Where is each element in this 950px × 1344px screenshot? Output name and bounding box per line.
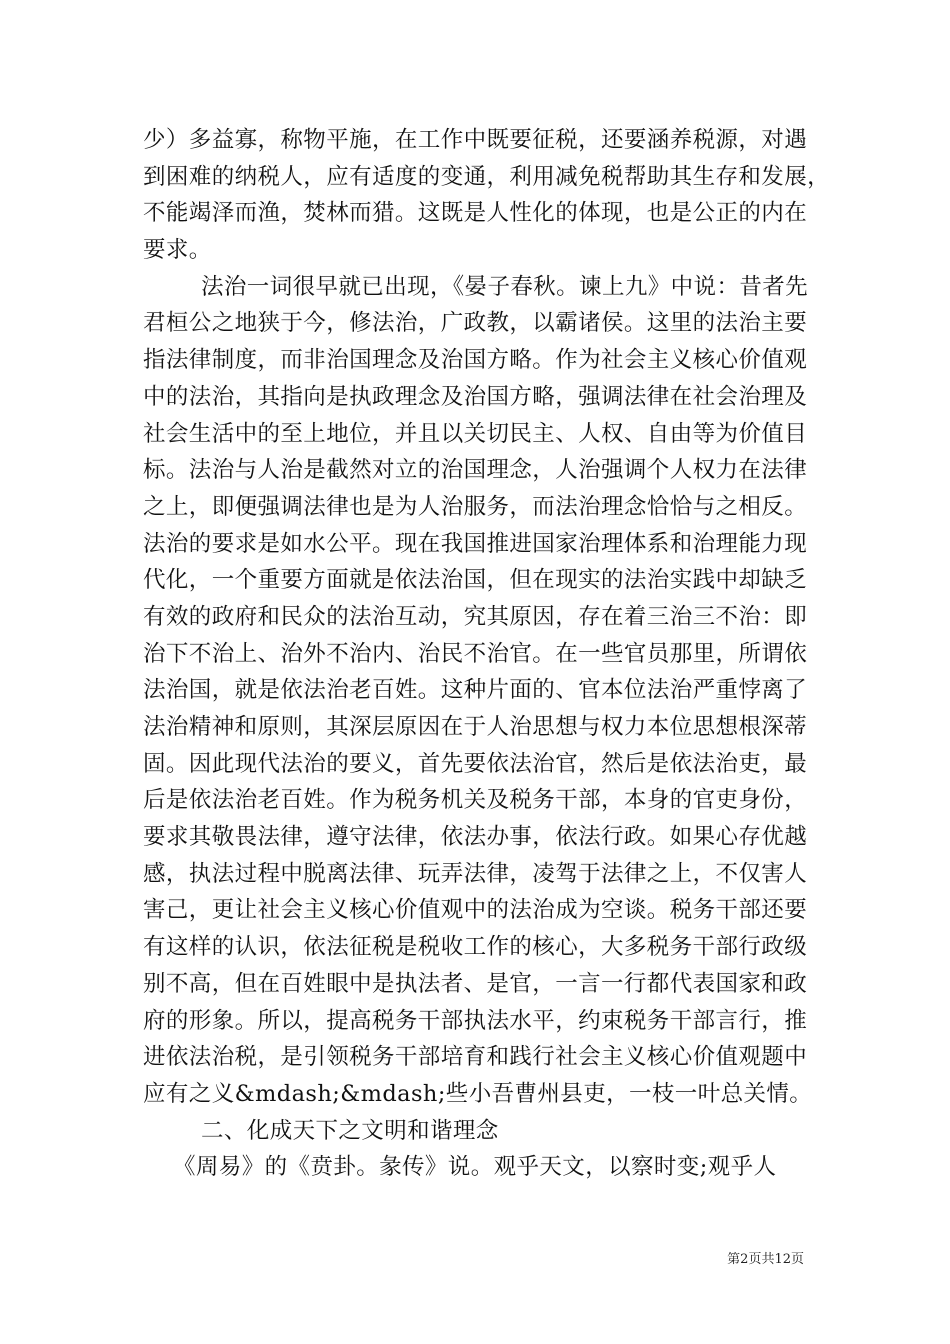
text-line: 社会生活中的至上地位，并且以关切民主、人权、自由等为价值目 bbox=[143, 420, 808, 447]
paragraph-first-line: 《周易》的《贲卦。彖传》说。观乎天文，以察时变;观乎人 bbox=[173, 1154, 777, 1181]
text-line: 进依法治税，是引领税务干部培育和践行社会主义核心价值观题中 bbox=[143, 1044, 808, 1071]
text-line: 法治国，就是依法治老百姓。这种片面的、官本位法治严重悖离了 bbox=[143, 677, 808, 704]
text-line: 中的法治，其指向是执政理念及治国方略，强调法律在社会治理及 bbox=[143, 383, 808, 410]
text-line: 感，执法过程中脱离法律、玩弄法律，凌驾于法律之上，不仅害人 bbox=[143, 860, 808, 887]
page-footer bbox=[0, 1248, 950, 1267]
section-heading: 二、化成天下之文明和谐理念 bbox=[201, 1117, 499, 1144]
text-line: 别不高，但在百姓眼中是执法者、是官，一言一行都代表国家和政 bbox=[143, 970, 808, 997]
text-line: 少）多益寡，称物平施，在工作中既要征税，还要涵养税源，对遇 bbox=[143, 127, 808, 153]
text-line: 应有之义&mdash;&mdash;些小吾曹州县吏，一枝一叶总关情。 bbox=[143, 1080, 813, 1107]
text-line: 府的形象。所以，提高税务干部执法水平，约束税务干部言行，推 bbox=[143, 1007, 808, 1034]
paragraph-first-line: 法治一词很早就已出现，《晏子春秋。谏上九》中说：昔者先 bbox=[201, 273, 809, 300]
body-text bbox=[143, 122, 831, 1186]
text-line: 法治的要求是如水公平。现在我国推进国家治理体系和治理能力现 bbox=[143, 530, 808, 557]
text-line: 有这样的认识，依法征税是税收工作的核心，大多税务干部行政级 bbox=[143, 934, 808, 961]
text-line: 之上，即便强调法律也是为人治服务，而法治理念恰恰与之相反。 bbox=[143, 493, 808, 520]
text-line: 法治精神和原则，其深层原因在于人治思想与权力本位思想根深蒂 bbox=[143, 714, 808, 740]
text-line: 有效的政府和民众的法治互动，究其原因，存在着三治三不治：即 bbox=[143, 603, 808, 630]
text-line: 代化，一个重要方面就是依法治国，但在现实的法治实践中却缺乏 bbox=[143, 567, 808, 594]
text-line: 指法律制度，而非治国理念及治国方略。作为社会主义核心价值观 bbox=[143, 347, 808, 374]
page-number: 第2页共12页 bbox=[727, 1252, 804, 1267]
text-line: 固。因此现代法治的要义，首先要依法治官，然后是依法治吏，最 bbox=[143, 750, 808, 777]
text-line: 害己，更让社会主义核心价值观中的法治成为空谈。税务干部还要 bbox=[143, 897, 808, 924]
text-line: 后是依法治老百姓。作为税务机关及税务干部，本身的官吏身份， bbox=[143, 787, 808, 814]
text-line: 治下不治上、治外不治内、治民不治官。在一些官员那里，所谓依 bbox=[143, 640, 808, 667]
text-line: 到困难的纳税人，应有适度的变通，利用减免税帮助其生存和发展， bbox=[143, 163, 831, 190]
text-line: 标。法治与人治是截然对立的治国理念，人治强调个人权力在法律 bbox=[143, 457, 808, 484]
text-line: 要求其敬畏法律，遵守法律，依法办事，依法行政。如果心存优越 bbox=[143, 824, 808, 851]
text-line: 不能竭泽而渔，焚林而猎。这既是人性化的体现，也是公正的内在 bbox=[143, 200, 808, 227]
text-line: 要求。 bbox=[143, 237, 212, 264]
text-line: 君桓公之地狭于今，修法治，广政教，以霸诸侯。这里的法治主要 bbox=[143, 310, 808, 337]
